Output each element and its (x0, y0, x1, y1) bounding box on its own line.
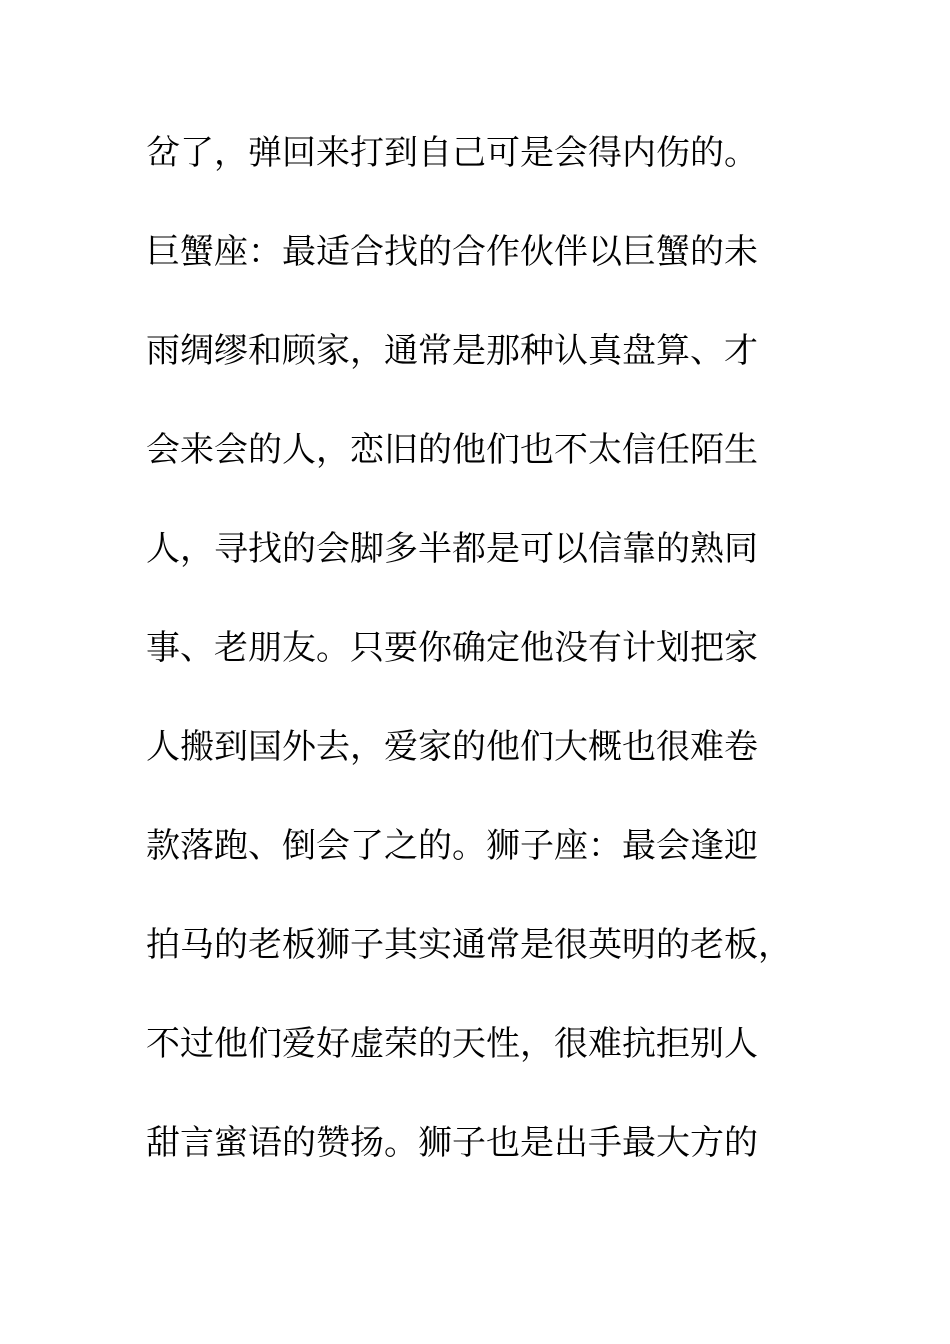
text-line: 甜言蜜语的赞扬。狮子也是出手最大方的 (146, 1123, 758, 1163)
text-line: 巨蟹座：最适合找的合作伙伴以巨蟹的未 (146, 232, 758, 272)
text-line: 人，寻找的会脚多半都是可以信靠的熟同 (146, 529, 758, 569)
text-line: 雨绸缪和顾家，通常是那种认真盘算、才 (146, 331, 758, 371)
text-line: 人搬到国外去，爱家的他们大概也很难卷 (146, 727, 758, 767)
text-line: 岔了，弹回来打到自己可是会得内伤的。 (146, 133, 758, 173)
body-text (146, 128, 846, 1217)
text-line: 拍马的老板狮子其实通常是很英明的老板， (146, 925, 792, 965)
text-line: 款落跑、倒会了之的。狮子座：最会逢迎 (146, 826, 758, 866)
text-line: 事、老朋友。只要你确定他没有计划把家 (146, 628, 758, 668)
text-line: 不过他们爱好虚荣的天性，很难抗拒别人 (146, 1024, 758, 1064)
text-line: 会来会的人，恋旧的他们也不太信任陌生 (146, 430, 758, 470)
